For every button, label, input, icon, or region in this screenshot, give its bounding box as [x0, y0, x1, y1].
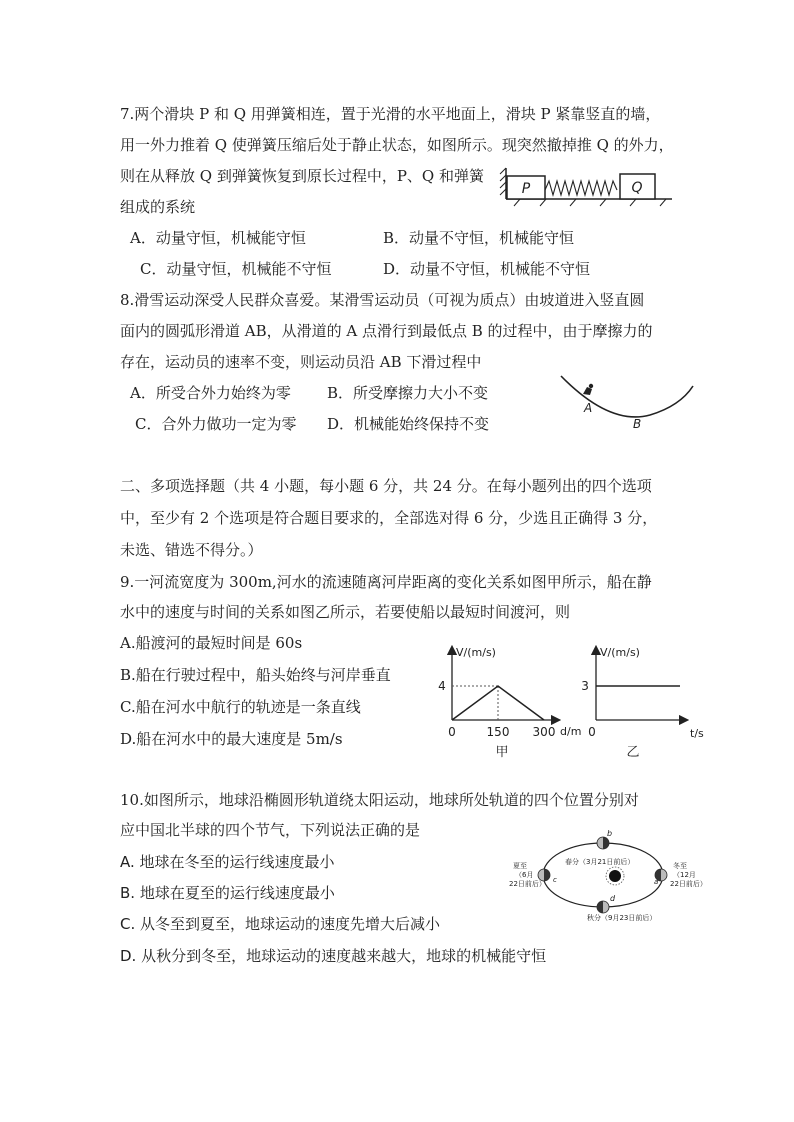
winter-solstice-date-2: 22日前后） [670, 880, 707, 888]
section2-line-3: 未选、错选不得分。） [120, 541, 263, 559]
q10-option-c: C. 从冬至到夏至，地球运动的速度先增大后减小 [120, 915, 441, 933]
earth-spring-icon [597, 837, 609, 849]
mark-b-label: b [607, 829, 613, 838]
mark-d-label: d [610, 894, 616, 903]
q9-option-c: C.船在河水中航行的轨迹是一条直线 [120, 698, 361, 716]
jia-x-tick-label-0: 0 [448, 725, 456, 739]
point-a-label: A [584, 401, 593, 415]
earth-orbit-figure [495, 824, 707, 922]
yi-y-label: V/(m/s) [600, 646, 640, 659]
jia-x-tick-label-300: 300 [532, 725, 556, 739]
winter-solstice-date-1: （12月 [673, 871, 696, 879]
ski-slope-figure [555, 370, 700, 435]
q8-text-line-2: 面内的圆弧形滑道 AB，从滑道的 A 点滑行到最低点 B 的过程中，由于摩擦力的 [120, 322, 653, 340]
q7-option-b: B．动量不守恒，机械能守恒 [383, 229, 575, 247]
q7-text-line-3: 则在从释放 Q 到弹簧恢复到原长过程中，P、Q 和弹簧 [120, 167, 484, 185]
section2-line-2: 中，至少有 2 个选项是符合题目要求的，全部选对得 6 分，少选且正确得 3 分， [120, 509, 658, 527]
yi-y-tick-label: 3 [581, 679, 589, 693]
summer-solstice-label: 夏至 [513, 862, 527, 870]
q10-text-line-2: 应中国北半球的四个节气，下列说法正确的是 [120, 821, 421, 839]
q9-option-b: B.船在行驶过程中，船头始终与河岸垂直 [120, 666, 391, 684]
block-p-label: P [521, 181, 531, 197]
q7-text-line-4: 组成的系统 [120, 198, 196, 216]
yi-x-tick-label-0: 0 [588, 725, 596, 739]
summer-solstice-date-2: 22日前后） [509, 880, 546, 888]
mark-a-label: a [654, 878, 659, 886]
jia-x-tick-label-150: 150 [486, 725, 510, 739]
section2-line-1: 二、多项选择题（共 4 小题，每小题 6 分，共 24 分。在每小题列出的四个选项 [120, 477, 652, 495]
chart-yi [581, 640, 718, 765]
q9-option-a: A.船渡河的最短时间是 60s [120, 634, 303, 652]
yi-title: 乙 [626, 745, 640, 760]
orbit-ellipse [543, 843, 663, 907]
q10-option-b: B. 地球在夏至的运行线速度最小 [120, 884, 335, 902]
jia-y-tick-label: 4 [438, 679, 446, 693]
q8-text-line-1: 8.滑雪运动深受人民群众喜爱。某滑雪运动员（可视为质点）由坡道进入竖直圆 [120, 291, 645, 309]
autumn-equinox-label: 秋分（9月23日前后） [587, 914, 657, 922]
q10-option-d: D. 从秋分到冬至，地球运动的速度越来越大，地球的机械能守恒 [120, 947, 547, 965]
q10-text-line-1: 10.如图所示，地球沿椭圆形轨道绕太阳运动，地球所处轨道的四个位置分别对 [120, 791, 639, 809]
yi-x-label: t/s [690, 727, 704, 740]
q9-text-line-2: 水中的速度与时间的关系如图乙所示，若要使船以最短时间渡河，则 [120, 603, 571, 621]
q9-text-line-1: 9.一河流宽度为 300m,河水的流速随离河岸距离的变化关系如图甲所示，船在静 [120, 573, 652, 591]
q10-option-a: A. 地球在冬至的运行线速度最小 [120, 853, 335, 871]
q7-option-d: D．动量不守恒，机械能不守恒 [383, 260, 591, 278]
spring-equinox-label: 春分（3月21日前后） [565, 858, 635, 866]
winter-solstice-label: 冬至 [673, 862, 687, 870]
q7-option-c: C．动量守恒，机械能不守恒 [140, 260, 332, 278]
q8-text-line-3: 存在，运动员的速率不变，则运动员沿 AB 下滑过程中 [120, 353, 482, 371]
q7-text-line-1: 7.两个滑块 P 和 Q 用弹簧相连，置于光滑的水平地面上，滑块 P 紧靠竖直的墙， [120, 105, 661, 123]
sun-icon [606, 867, 624, 885]
spring-blocks-figure [500, 164, 675, 204]
earth-autumn-icon [597, 901, 609, 913]
point-b-label: B [633, 417, 642, 431]
q9-option-d: D.船在河水中的最大速度是 5m/s [120, 730, 343, 748]
jia-x-label: d/m [560, 725, 582, 738]
q8-option-c: C．合外力做功一定为零 [135, 415, 297, 433]
q7-text-line-2: 用一外力推着 Q 使弹簧压缩后处于静止状态，如图所示。现突然撤掉推 Q 的外力， [120, 136, 674, 154]
q8-option-a: A．所受合外力始终为零 [130, 384, 291, 402]
mark-c-label: c [553, 876, 557, 884]
jia-title: 甲 [495, 745, 509, 760]
block-q-label: Q [631, 180, 643, 196]
chart-jia [436, 640, 581, 765]
q8-option-b: B．所受摩擦力大小不变 [327, 384, 489, 402]
q8-option-d: D．机械能始终保持不变 [327, 415, 490, 433]
jia-y-label: V/(m/s) [456, 646, 496, 659]
q7-option-a: A．动量守恒，机械能守恒 [130, 229, 306, 247]
summer-solstice-date-1: （6月 [515, 871, 534, 879]
